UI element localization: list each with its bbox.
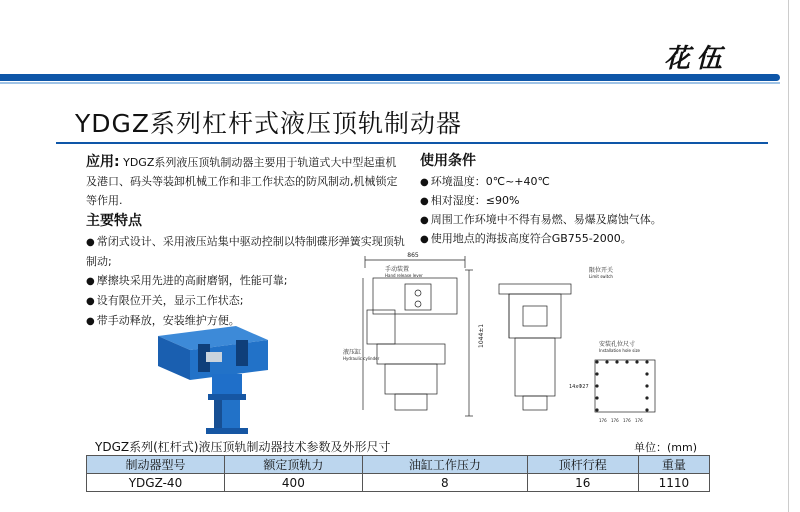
label-mount-holes: 安装孔位尺寸 xyxy=(599,341,636,348)
pitch-a: 176 xyxy=(599,418,607,423)
feature-item: ● 设有限位开关，显示工作状态; xyxy=(86,291,406,311)
conditions-column xyxy=(420,152,710,249)
table-cell: 8 xyxy=(362,474,527,492)
label-manual-device-en: Hand release lever xyxy=(385,273,423,278)
features-heading: 主要特点 xyxy=(86,213,142,229)
label-mount-holes-en: Installation hole size xyxy=(599,348,641,353)
page-edge xyxy=(788,0,800,512)
product-image xyxy=(150,318,280,438)
application-heading: 应用: xyxy=(86,154,120,170)
table-unit: 单位：(mm) xyxy=(634,441,698,454)
table-caption: YDGZ系列(杠杆式)液压顶轨制动器技术参数及外形尺寸 xyxy=(95,440,391,454)
condition-item: ● 周围工作环境中不得有易燃、易爆及腐蚀气体。 xyxy=(420,211,710,230)
label-limit-switch-en: Limit switch xyxy=(589,274,613,279)
title-divider xyxy=(56,142,768,144)
pitch-b: 176 xyxy=(611,418,619,423)
condition-item: ● 环境温度：0℃~+40℃ xyxy=(420,173,710,192)
feature-item: ● 摩擦块采用先进的高耐磨钢，性能可靠; xyxy=(86,271,406,291)
pitch-d: 176 xyxy=(635,418,643,423)
label-hydraulic-cylinder: 液压缸 xyxy=(343,349,362,356)
technical-drawing xyxy=(343,248,671,438)
feature-item: ● 带手动释放，安装维护方便。 xyxy=(86,311,406,331)
spec-table xyxy=(86,455,710,492)
condition-item: ● 使用地点的海拔高度符合GB755-2000。 xyxy=(420,230,710,249)
application-text: YDGZ系列液压顶轨制动器主要用于轨道式大中型起重机及港口、码头等装卸机械工作和非工作状态的防风制动,机械锁定等作用. xyxy=(86,156,398,207)
label-holes-spec: 14xΦ27 xyxy=(569,384,589,390)
header-band-light xyxy=(0,82,780,84)
column-header: 重量 xyxy=(638,456,709,474)
table-header-row xyxy=(87,456,710,474)
conditions-heading: 使用条件 xyxy=(420,153,476,169)
table-row xyxy=(87,474,710,492)
dim-height: 1044±1 xyxy=(478,323,485,348)
table-cell: 1110 xyxy=(638,474,709,492)
table-cell: 16 xyxy=(527,474,638,492)
application-paragraph xyxy=(86,153,406,210)
column-header: 顶杆行程 xyxy=(527,456,638,474)
column-header: 油缸工作压力 xyxy=(362,456,527,474)
page-title: YDGZ系列杠杆式液压顶轨制动器 xyxy=(75,109,463,138)
brand-name: 花伍 xyxy=(663,44,728,74)
dim-width: 865 xyxy=(407,252,419,259)
column-header: 额定顶轨力 xyxy=(224,456,362,474)
feature-item: ● 常闭式设计、采用液压站集中驱动控制以特制碟形弹簧实现顶轨制动; xyxy=(86,232,406,271)
condition-item: ● 相对湿度：≤90% xyxy=(420,192,710,211)
column-header: 制动器型号 xyxy=(87,456,225,474)
label-hydraulic-cylinder-en: Hydraulic cylinder xyxy=(343,356,380,361)
table-cell: 400 xyxy=(224,474,362,492)
label-limit-switch: 限位开关 xyxy=(589,267,614,274)
table-cell: YDGZ-40 xyxy=(87,474,225,492)
label-manual-device: 手动装置 xyxy=(385,266,410,273)
header-band xyxy=(0,74,780,81)
pitch-c: 176 xyxy=(623,418,631,423)
